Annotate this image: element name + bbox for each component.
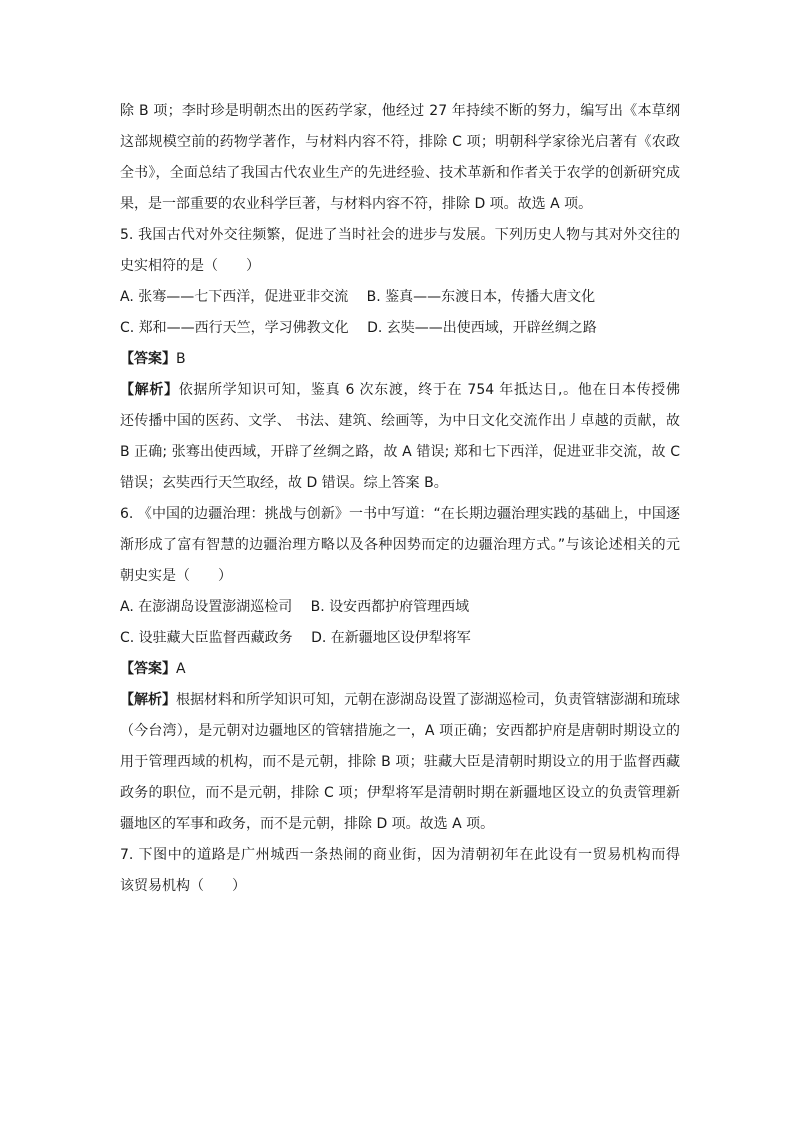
q5-answer	[120, 344, 680, 375]
q6-answer	[120, 654, 680, 685]
answer-tag: 【答案】	[120, 661, 176, 677]
q6-stem-line: 渐形成了富有智慧的边疆治理方略以及各种因势而定的边疆治理方式。”与该论述相关的元	[120, 537, 680, 553]
q6-stem-line: 6. 《中国的边疆治理：挑战与创新》一书中写道：“在长期边疆治理实践的基础上，中国逐	[120, 506, 680, 522]
q7-stem-line: 7. 下图中的道路是广州城西一条热闹的商业街，因为清朝初年在此设有一贸易机构而得	[120, 847, 680, 863]
q5-option-line: A. 张骞——七下西洋，促进亚非交流 B. 鉴真——东渡日本，传播大唐文化	[120, 289, 596, 305]
q6-analysis-line	[120, 685, 680, 716]
q6-option-line: C. 设驻藏大臣监督西藏政务 D. 在新疆地区设伊犁将军	[120, 630, 471, 646]
answer-tag: 【答案】	[120, 351, 176, 367]
q6-analysis-line: 政务的职位，而不是元朝，排除 C 项；伊犁将军是清朝时期在新疆地区设立的负责管理新	[120, 785, 680, 801]
q6-analysis-line: 疆地区的军事和政务，而不是元朝，排除 D 项。故选 A 项。	[120, 816, 495, 832]
q5-stem-line: 5. 我国古代对外交往频繁，促进了当时社会的进步与发展。下列历史人物与其对外交往的	[120, 227, 680, 243]
q7-stem-line: 该贸易机构（ ）	[120, 878, 246, 894]
document-page	[120, 96, 680, 902]
q5-analysis-line: B 正确; 张骞出使西域，开辟了丝绸之路，故 A 错误; 郑和七下西洋，促进亚非交流，故 C	[120, 444, 680, 460]
answer-value: B	[176, 351, 186, 367]
q4-analysis-line: 全书》，全面总结了我国古代农业生产的先进经验、技术革新和作者关于农学的创新研究成	[120, 165, 680, 181]
q6-option-line: A. 在澎湖岛设置澎湖巡检司 B. 设安西都护府管理西域	[120, 599, 470, 615]
q5-analysis-line	[120, 375, 680, 406]
q5-analysis-line: 还传播中国的医药、文学、 书法、建筑、绘画等，为中日文化交流作出丿卓越的贡献，故	[120, 413, 680, 429]
q6-analysis-line: （今台湾），是元朝对边疆地区的管辖措施之一，A 项正确；安西都护府是唐朝时期设立的	[120, 723, 680, 739]
analysis-text: 根据材料和所学知识可知，元朝在澎湖岛设置了澎湖巡检司，负责管辖澎湖和琉球	[176, 692, 680, 708]
q5-stem-line: 史实相符的是（ ）	[120, 258, 260, 274]
analysis-tag: 【解析】	[120, 382, 179, 398]
analysis-tag: 【解析】	[120, 692, 176, 708]
q6-analysis-line: 用于管理西域的机构，而不是元朝，排除 B 项；驻藏大臣是清朝时期设立的用于监督西藏	[120, 754, 680, 770]
q4-analysis-line: 果，是一部重要的农业科学巨著，与材料内容不符，排除 D 项。故选 A 项。	[120, 196, 593, 212]
q4-analysis-line: 这部规模空前的药物学著作，与材料内容不符，排除 C 项；明朝科学家徐光启著有《农政	[120, 134, 680, 150]
q5-analysis-line: 错误；玄奘西行天竺取经，故 D 错误。综上答案 B。	[120, 475, 448, 491]
q6-stem-line: 朝史实是（ ）	[120, 568, 232, 584]
q5-option-line: C. 郑和——西行天竺，学习佛教文化 D. 玄奘——出使西域，开辟丝绸之路	[120, 320, 597, 336]
analysis-text: 依据所学知识可知，鉴真 6 次东渡，终于在 754 年抵达日,。他在日本传授佛	[178, 382, 680, 398]
q4-analysis-line: 除 B 项；李时珍是明朝杰出的医药学家，他经过 27 年持续不断的努力，编写出《本草纲	[120, 103, 680, 119]
answer-value: A	[176, 661, 186, 677]
